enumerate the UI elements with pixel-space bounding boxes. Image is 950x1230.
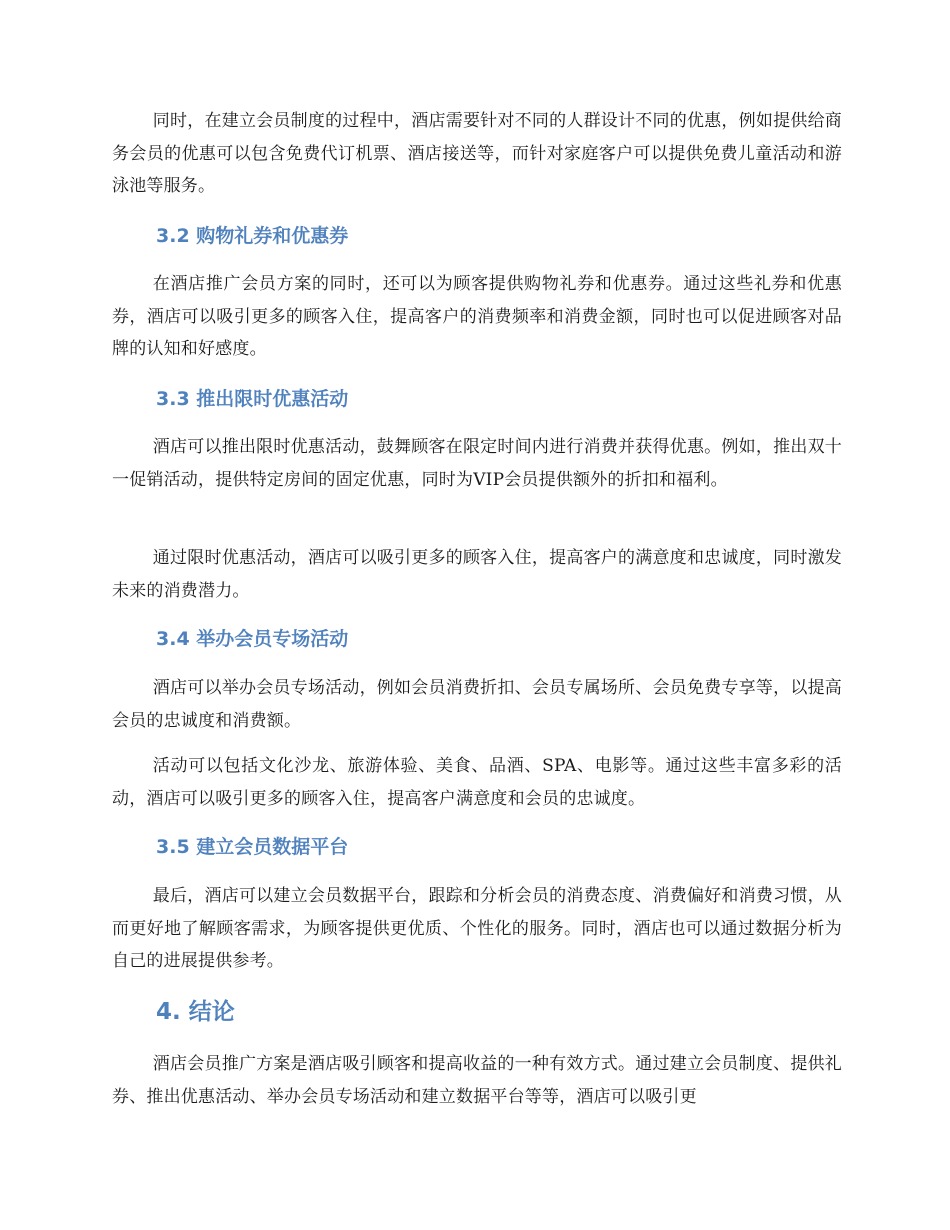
paragraph-text: 同时，在建立会员制度的过程中，酒店需要针对不同的人群设计不同的优惠，例如提供给商务会员的优惠可以包含免费代订机票、酒店接送等，而针对家庭客户可以提供免费儿童活动和游泳池等服务。: [112, 111, 842, 196]
heading-text: 3.3 推出限时优惠活动: [156, 388, 349, 410]
section-heading-3-4: [112, 625, 842, 653]
paragraph-member-events: [112, 672, 842, 737]
paragraph-conclusion: [112, 1048, 842, 1113]
paragraph-limited-offers: [112, 431, 842, 496]
paragraph-text: 酒店可以推出限时优惠活动，鼓舞顾客在限定时间内进行消费并获得优惠。例如，推出双十一促销活动，提供特定房间的固定优惠，同时为VIP会员提供额外的折扣和福利。: [112, 437, 842, 490]
paragraph-text: 通过限时优惠活动，酒店可以吸引更多的顾客入住，提高客户的满意度和忠诚度，同时激发未来的消费潜力。: [112, 548, 842, 601]
heading-text: 3.4 举办会员专场活动: [156, 628, 349, 650]
paragraph-text: 酒店可以举办会员专场活动，例如会员消费折扣、会员专属场所、会员免费专享等，以提高会员的忠诚度和消费额。: [112, 678, 842, 731]
heading-text: 3.2 购物礼券和优惠券: [156, 225, 349, 247]
paragraph-data-platform: [112, 880, 842, 978]
section-heading-3-5: [112, 833, 842, 861]
section-heading-4: [112, 996, 842, 1028]
section-heading-3-3: [112, 385, 842, 413]
paragraph-limited-offers-effect: [112, 542, 842, 607]
paragraph-member-benefits: [112, 105, 842, 203]
paragraph-event-types: [112, 750, 842, 815]
paragraph-text: 酒店会员推广方案是酒店吸引顾客和提高收益的一种有效方式。通过建立会员制度、提供礼券、推出优惠活动、举办会员专场活动和建立数据平台等等，酒店可以吸引更: [112, 1054, 842, 1107]
heading-text: 3.5 建立会员数据平台: [156, 836, 349, 858]
heading-text: 4. 结论: [156, 999, 235, 1025]
paragraph-text: 最后，酒店可以建立会员数据平台，跟踪和分析会员的消费态度、消费偏好和消费习惯，从而更好地了解顾客需求，为顾客提供更优质、个性化的服务。同时，酒店也可以通过数据分析为自己的进展提供参考。: [112, 886, 842, 971]
paragraph-coupons: [112, 268, 842, 366]
paragraph-text: 在酒店推广会员方案的同时，还可以为顾客提供购物礼券和优惠券。通过这些礼券和优惠券，酒店可以吸引更多的顾客入住，提高客户的消费频率和消费金额，同时也可以促进顾客对品牌的认知和好感度。: [112, 274, 842, 359]
section-heading-3-2: [112, 222, 842, 250]
paragraph-text: 活动可以包括文化沙龙、旅游体验、美食、品酒、SPA、电影等。通过这些丰富多彩的活动，酒店可以吸引更多的顾客入住，提高客户满意度和会员的忠诚度。: [112, 756, 842, 809]
